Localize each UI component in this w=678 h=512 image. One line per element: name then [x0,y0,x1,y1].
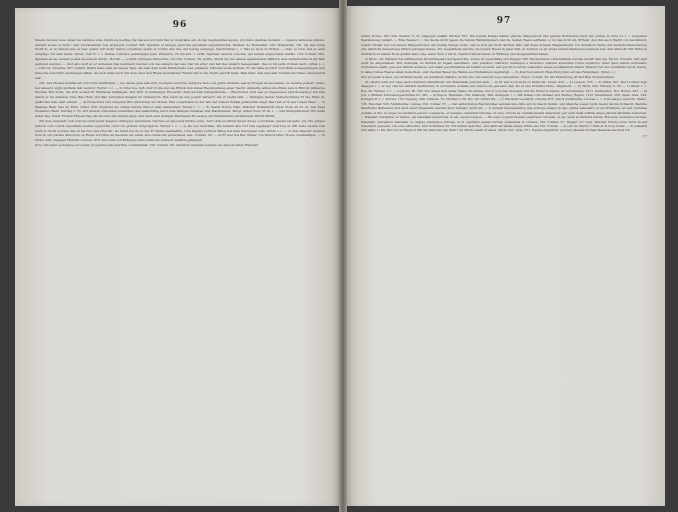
paragraph: 2) Dicte, der Minister der altfüllischen Pechstungsahn nachgefolchte, wurde ist veselchatig und Dagger 328. Die kleineren Christenthum werden nächft dem die. Ferrer. Vicentin. 902 sagt nicht im Allgemeinen: Dux Australia, ne timidus ab fugam existimare, cum pentibus videretur, instanque e monstros omnium audacibus robus expillorre, inter ipsos armen acutissimo luculentum edidit, qua non tantum audaces, sed etiam paucillissimus ad bellum accessit, sed ipsi viros rerum valetudine atque pusillanimum limum Tanqum het der voreffende Sucht waren, fo daher feines Heeres allein Gefechten, oder zweiten Bauer die Feinde aus Einflammen begünstigt. — 3) Aber ben andern Haus Burg (hin) auf den Faltenbaub. Oittel. l. c. [361,56,647,74]
page-number-left: 96 [172,20,188,30]
page-signature: 7 * [642,134,647,139]
paragraph: timens hostem nunc etiam de manibus suis, timidiora pedites (Se marem non mihi fas) at licentialia ein, in hac negligentias agone, proclum celeritas munavit — repente laniusvel milium, instruit aciem et multo cum prohibendum non acquievit. Colmar 595. Sperans ut absque periculis ejusimine superanturam. Dietbar, de Heimestat. Chr. Wiispienta. 191. Da was funig Woltf do er in feinem has er fuer gefter mit mehr heften (croatien) mann er vorhte daz ime der bertig entginge. Nachrichten l. c. Was in zuch zu ftriten. — man ze rore, hat er ener entgiltge vnf dem lande. Otton. Cell tr. l. c. Nullas cunctare pedemagne Joan. Pinderon. Ex Escard. I. 1266. Sperans caurum concilia, qui sedem exspectabat auxilio. Chr. Colmar. 585. Sperans ab eis veniam posita decernere mixtio. Boi 69. — et filiis Uplingen Ulbrechte, von Chr. Colmar. 39, wollte, Woldt sig vnz seinen spazietrener Välftern dem Oefterreiche in dir falls gerüstet werden. — Und also wolt er er unmenen Das nemmerd Oecher e in des andern der was. Der im ertur und fait Des andern Gelegenheit. Das so hil pefte richten nach. Oittel. l. c. — Hercon, Vicentia, 907 erzählt, Welch habe dem an feinen Tage, als man dem beim Wandstrade war, erklaren, Ulbrede wolle fechten. Er die habe plozlich vom Bilde aufgesprungen und habe die Geschirre nachzugen laffen, die sich dann auch mit dem uber den Rhein fuendenden Feinde bid in die Nacht gereift habe. Man fieht, daß dies laßt Cerrain durchaus umbewandt war. [35,38,325,80]
left-page [15,8,339,506]
paragraph: 30) Sole redeunte cum Aurora subscemvit magnus utringque labormum cunctius et exposuus nitidus aciei. Terro fide proellum fureri duces occuratant, pauxis exceptis, qui cibo prique reflecti cum vouris expeditam meriae hypocrisi) ceroti in globum conpregarus. Ferrer. l. c. — e) De Lus resfoham, Die betrent alle Not Das regelager weif Des er Offt feste yaeten Daz auch do nicht wurden Das er Ge Not und Und het, Do brent hie de zu het Er Weibe mannefhin, Und Sapriet (scilicet Wibe) het dem Gewengen zum. Oittel. l. c. — 3) Dux daectur. tersitus nota in ore parens directous, et Regis norcibus ad medium vel unum sive obstacula perrexisset, ans. Colmar. 29. — 4) Er met bei Baz Weher von Rudolf brine Hoere verabeldiget. — d) Oittel. 626. Daggam Herebrt Leoben. 876: Der Graf von Kirinigen habe Albrecht burnach weiflich gefangen. [35,119,325,143]
book-gutter [339,0,347,512]
right-page [347,6,665,506]
paragraph: 31) Dieter wird der Lage nach zwischen Altschtheim und Mannheim genoren sein. — 4) Er war noch nicht zu Zahre alt. Tuber. 416. — 4) Leoben. 576. — 5) Oittel. 627. Der Leobner sagt dagegen l. c. er sey cum incomitatib multitudine in curruarum Achilles erit untervocat gewesen und, als er den Ortumns hatte, umgefecht. — 6) Oittel. 626. Hertzig II. 50. — 7) Oittel. l. c. Ros. 90. Wenzel. l. c. — Lugburg. Bl. 726. Von dieser Zeit daher bliebe die Armee, der er von dem Verewigt und die Ebrad in Dienst, ist vorbehalten. 1671. Guillaumes, Rot. Hohen. 293. — 8) Job. v. Müllser Schweizergeschichte III. 325. — 9) Kepos, Wemmels. Chr. Salzburg. 394. Avengerk. l. c. Mit feinen vom Güntser und Wurmg. Regen. 1152. Hasselbach, 289. Steer. Steu. 328. Königsdorf. l. c. Purcus. 155. Lingarg. 364. Trithem. 70. Dertzig II. 50. Boo 62. Schirz 44. — 1) Werdund Leodierin. Cravius 875. Libris multitudine. Leoben. l. c. Cum magno exercitu. Vaimo. 725. Felocnar. 526. Multitudine copiosa. Chr. Colmar. 57. — Der entfernteren Reichsvölker sendete ihre hilfe und in filiacib indunt, und Manche wegen nicht bieder als die Schlacht. Manche Wendische Ballenster und anch einer Hngestufe wartete über Statuari, nicht alt. — 1) Semati representative qua principe iungus in ipso ultima Lakelehrt, et qui Wimbutis, ad sati, tenninus quinam et Imo et utque vel utcünbus pauxio congueron, et denique cauisidem ferrume, id vere, ortiora ex clerallis ferenti amertauis, per quar nulla sufficia atque paterni famiismu tolberunt. — Rabebat (Adolphus) et mullos, qui habebant dexterolus, id est, equus magnos. — He equi cooperit fuerant supertecto ferreum, et sei, terat et tincüdta ferrea. Ronorum decauntos ferreas. Rabebant (Adolphus) habebant et caligus, manipulos ferreas, et in capillisus galeas ferreas splendidas et ornatus. Chr. Colmar. 57. Dagger 217 fagt: Welcher Fürste leren nicht ift auf hemzihert gewesen, wie eine Albrechts. Und Schöfstler III. 370 nimmt dem Reu. und zählt als Weiße einige Würfe aus Chr. Colmar. — m) Ali via Mache 7 Zahl er in drey Scher. — 2) Gekannt und zählt, 1) Die fürs zur im Heere 8 Mit der Zahl und der Zahl 1 Zu Zürste bleibt drennet. Oittel. 625. Gras. 871. Equites bipartitur, quorum alteram turmam Bavariae Ducibus tra- [361,79,647,133]
paragraph: 201. Ian Phoebe humilis ad Curcorum derfinahat — nec laude quia alia virto moclquis nocturno tempore facto est partis imdenti, aed acorrupta de necessare, ne licentie petiert, donec hei refeacti, vigili quidisfa mili vadutor. Ferrer. l. c. — 2) Oitel tue. 626. Zur Crotte nur ein Brück zum feiner Beschreibung einer Nacht: Anmullig wären die Pfade den in Bild ist pillissche Wochen Mit drum, die sich wolten Er Wirbelsal beffangen. Der Wirt in barbierger Prosadler dein Sachlar Pamperhende — Biscforund Und was er Gegenwere (durchsetzung) hat Das durch er im ersteren bras Was Hust und Ban Schonhen magten im Grafenroth. Das ward an den joeten Verwurf, als er meint feill. — Manigen fauver Verberechtung Er die Elaut So gelärchet dem wart erhabt. — 4) Erzeichnet und umgeren Rirt albeckung der Striek, Was oedermann zu der faiv der Sussex Rumal getäuschet magt Daz thet er in der turpet Wapl. — 5) Manege Blaw waz da Rum. Oittel. 626. Superms als omnia nervas timuor belli exanuumat. Ferrer. l. c. — 6) Sestia Nonus Dalii. Welcher Orabiderift unter Note 29 St. m. Aus Tage Wollemus Wald. Dertzig I. 53. Wir andern Ghronifen bemerken den Sellachttag nach dem heiligen Dreisten und Martinianus. Bergl. unten Note 33 St. l. — Der Königsthronen 503 heißt deter Tag: Unfer Frohen Frauen Tag, als fie ober das Oebirg ging; und nach dem heiligen Martialem Processus und Martinianus verstimmelt: Burtli Mariä. [35,80,325,118]
left-page-body [35,38,325,148]
page-number-right: 97 [496,16,512,26]
right-page-body [361,34,647,133]
paragraph: Dux cum signu peregtose processit, programa tam pluribus committebat. Chr. Colmar. 90. Albertum insignia nostane, ne dignoscentur. Raynald. [35,143,259,148]
paragraph: Annal. Eccles. XIV. 520. Wenzel. V. 31. Dagegen erzählt Ottokar 627: Die beiden Könige hätten gleiche Wappenrock und gleiche Roßdecken nach der weiten in Note 21 l. c. folgenden Bestimmung) gehabt. — Eine Wenzel l. c. die Sache nicht gegen die beiden Waffenkleidern und die beiden Heere aufftelat, so ist das nicht ein Irrthum, den ihm auch Marth von nachzimmt, indem Ottokar nur von beiden Wappenröcken der beiden Könige redet, und es sich gar nicht darüber läßt, daß diese Armeen Wappenfleider von derselben Farbe und beiderlei Bezeichnung (die nämliche Andeutung) hätten getragen haben. Zur Gegentheile möchte die beiden Heere in jener Zeit, in welcher es ist etwas Unterscheidendes kennzeit war, daß Albrecht 500 Ritter in Stuttfarm zu feinem Rock gehabt habe (che, wenn Note 2 bis 6), ziemlich hinreichende zu Rüfnung und ausgezeichnet haben. [361,34,647,56]
paragraph: Dux processit a haus, quo armistis fuerat, ad Ainvilllum militare, ulcimo ille cum exercitu tego denuntiare. Chron. Colmar. 56. Die Entfernung ist fast Brei Viertelstunden. [361,74,615,79]
